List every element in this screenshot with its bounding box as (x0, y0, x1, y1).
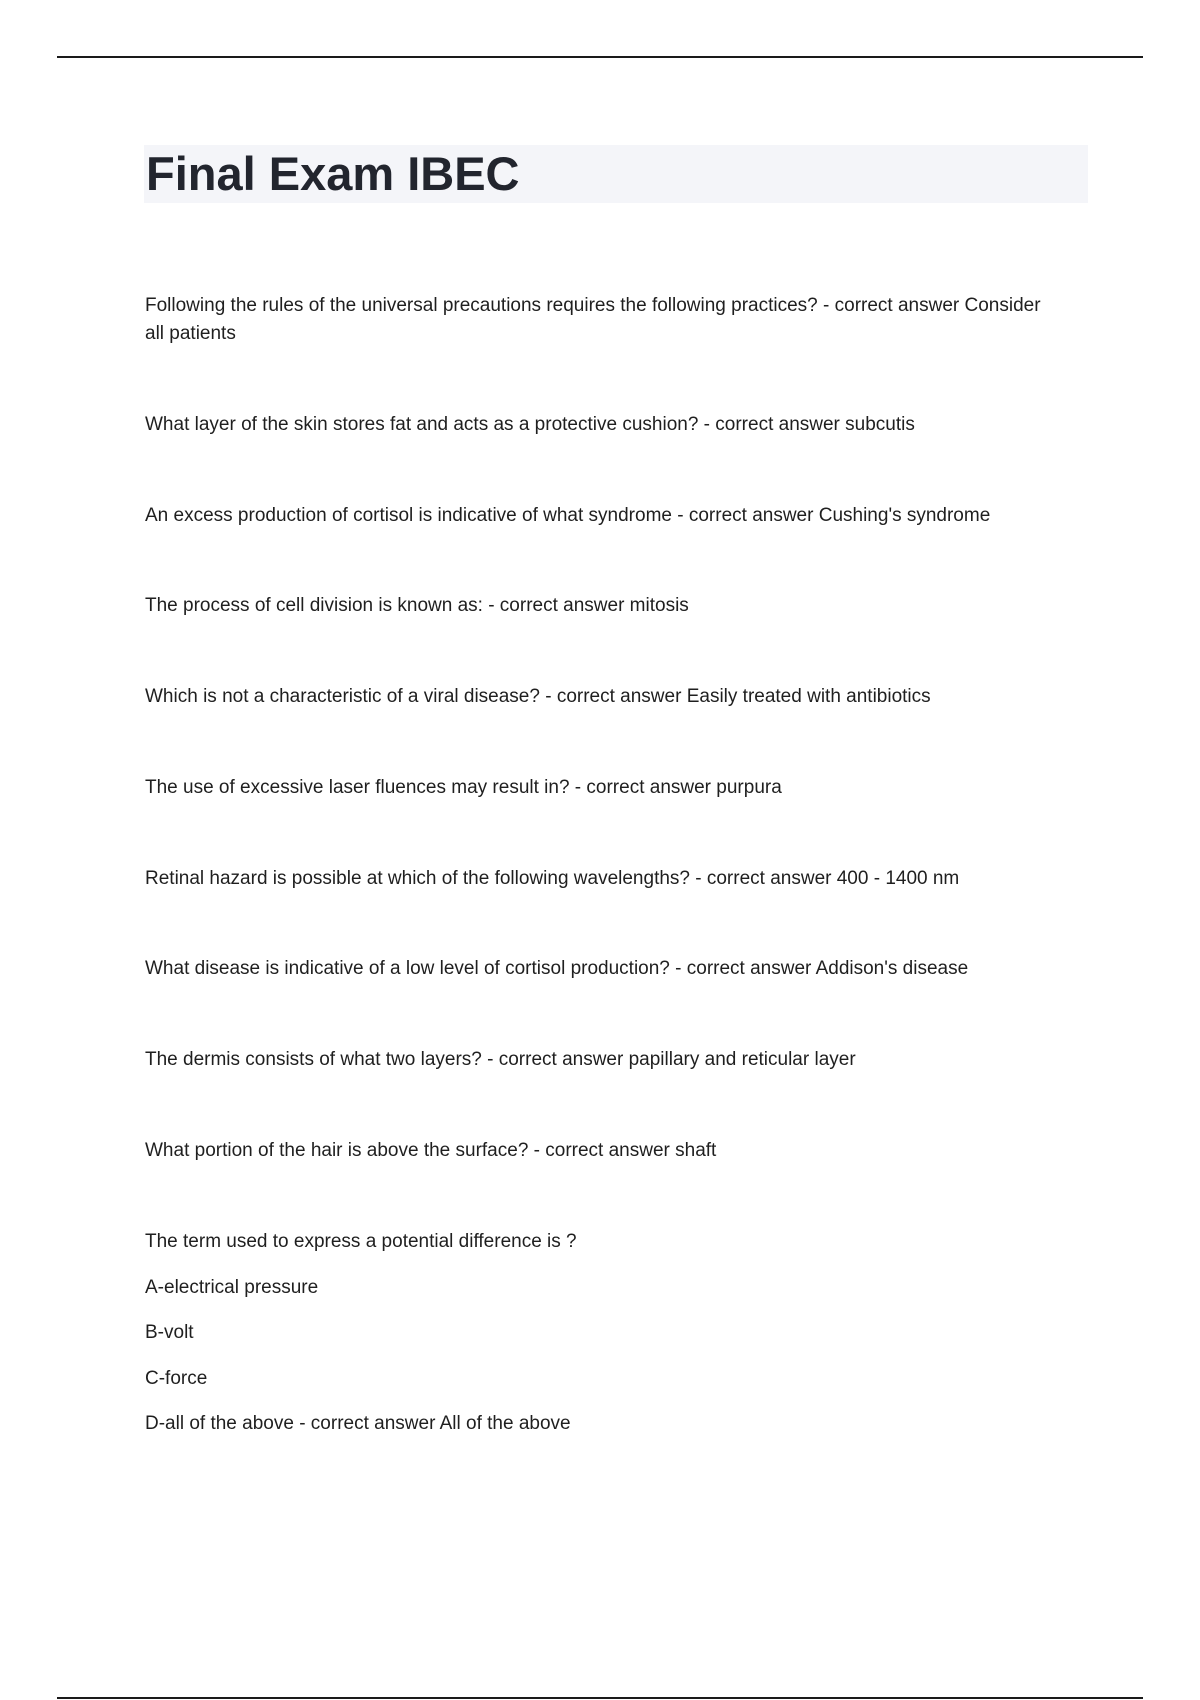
mc-option-b: B-volt (145, 1322, 194, 1343)
qa-item-2: What layer of the skin stores fat and acts as a protective cushion? - correct answer subcutis (145, 414, 915, 435)
mc-option-d: D-all of the above - correct answer All of the above (145, 1413, 571, 1434)
qa-item-5: Which is not a characteristic of a viral disease? - correct answer Easily treated with antibiotics (145, 686, 931, 707)
qa-item-9: The dermis consists of what two layers? - correct answer papillary and reticular layer (145, 1049, 856, 1070)
header-rule (57, 56, 1143, 58)
qa-item-3: An excess production of cortisol is indicative of what syndrome - correct answer Cushing's syndrome (145, 505, 991, 526)
mc-option-c: C-force (145, 1368, 208, 1389)
qa-item-10: What portion of the hair is above the surface? - correct answer shaft (145, 1140, 717, 1161)
mc-question: The term used to express a potential difference is ? (145, 1231, 577, 1252)
qa-item-7: Retinal hazard is possible at which of the following wavelengths? - correct answer 400 - 1400 nm (145, 868, 960, 889)
qa-item-1: Following the rules of the universal precautions requires the following practices? - correct answer Consider all patients (145, 295, 1041, 344)
mc-option-a: A-electrical pressure (145, 1277, 319, 1298)
qa-item-4: The process of cell division is known as: - correct answer mitosis (145, 595, 689, 616)
page-title: Final Exam IBEC (146, 147, 520, 200)
footer-rule (57, 1697, 1143, 1699)
qa-item-8: What disease is indicative of a low level of cortisol production? - correct answer Addison's disease (145, 958, 969, 979)
qa-item-6: The use of excessive laser fluences may result in? - correct answer purpura (145, 777, 782, 798)
